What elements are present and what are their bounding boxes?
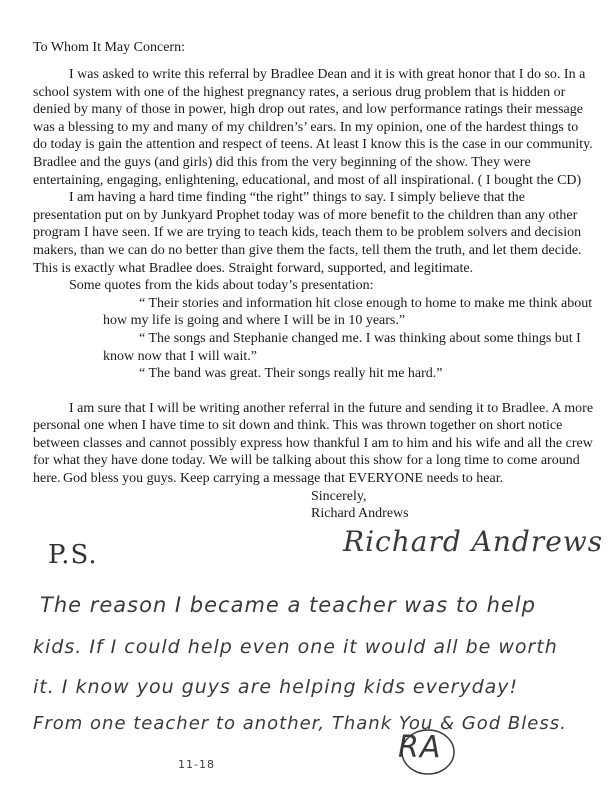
handwritten-line-3: it. I know you guys are helping kids everyday! (33, 676, 519, 698)
handwritten-date-note: 11-18 (178, 758, 215, 771)
paragraph-2: I am having a hard time finding “the right” things to say. I simply believe that the presentation put on by Junkyard Prophet today was of more benefit to the children than any other program I have seen. If we are trying to teach kids, teach them to be problem solvers and decision makers, than we can do no better than give them the facts, tell them the truth, and let them decide. This is exactly what Bradlee does. Straight forward, supported, and legitimate. (33, 190, 582, 276)
handwritten-line-2: kids. If I could help even one it would all be worth (33, 636, 558, 658)
handwritten-ps: P.S. (48, 540, 98, 570)
closing (33, 470, 595, 523)
quote-3: “ The band was great. Their songs really hit me hard.” (139, 366, 443, 382)
sign-off: Sincerely, (311, 488, 367, 504)
blessing: God bless you guys. Keep carrying a message that EVERYONE needs to hear. (63, 471, 504, 486)
handwritten-initials: RA (398, 730, 442, 765)
letter-body (33, 66, 595, 488)
salutation: To Whom It May Concern: (33, 40, 185, 55)
quote-2: “ The songs and Stephanie changed me. I was thinking about some things but I know now that I will wait.” (103, 330, 581, 364)
handwritten-signature: Richard Andrews (343, 525, 604, 558)
handwritten-line-1: The reason I became a teacher was to help (40, 593, 536, 617)
handwritten-line-4: From one teacher to another, Thank You & God Bless. (33, 713, 567, 734)
quotes-intro: Some quotes from the kids about today’s presentation: (69, 278, 374, 294)
paragraph-1: I was asked to write this referral by Bradlee Dean and it is with great honor that I do so. In a school system with one of the highest pregnancy rates, a serious drug problem that is hidden or denied by many of those in power, high drop out rates, and low performance ratings their message was a blessing to my and many of my children’s’ ears. In my opinion, one of the hardest things to do today is gain the attention and respect of teens. At least I know this is the case in our community. Bradlee and the guys (and girls) did this from the very beginning of the show. They were entertaining, engaging, enlightening, educational, and most of all inspirational. ( I bought the CD) (33, 67, 593, 188)
typed-name: Richard Andrews (311, 506, 409, 522)
spacer (33, 383, 595, 400)
quote-1: “ Their stories and information hit close enough to home to make me think about how my life is going and where I will be in 10 years.” (103, 295, 593, 329)
paragraph-3: I am sure that I will be writing another referral in the future and sending it to Bradlee. A more personal one when I have time to sit down and think. This was thrown together on short notice between classes and cannot possibly express how thankful I am to him and his wife and all the crew for what they have done today. We will be talking about this show for a long time to come around here. (33, 400, 594, 487)
